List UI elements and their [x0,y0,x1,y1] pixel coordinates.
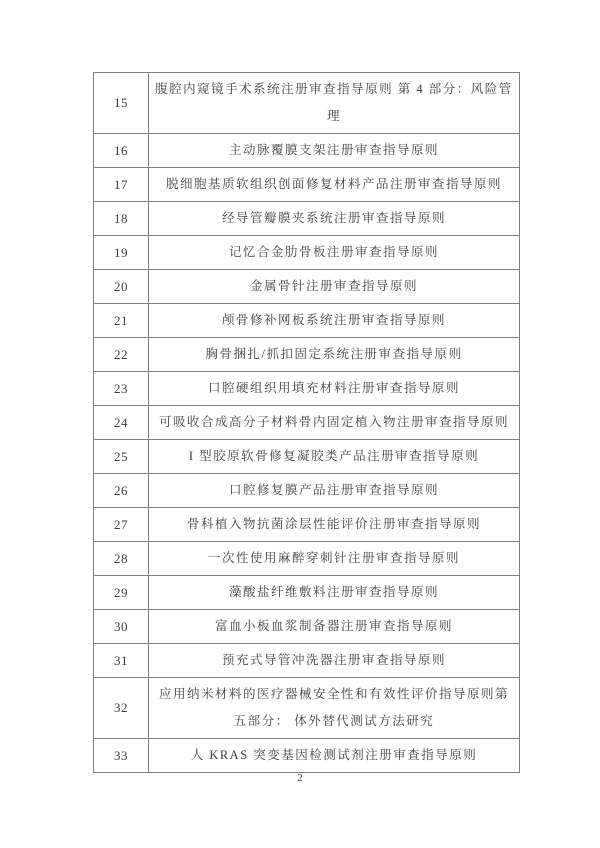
title-line: 记忆合金肋骨板注册审查指导原则 [228,245,439,259]
row-title [149,440,520,474]
title-line: 主动脉覆膜支架注册审查指导原则 [228,143,439,157]
row-number: 30 [94,610,149,644]
title-line: 富血小板血浆制备器注册审查指导原则 [214,619,453,633]
row-title [149,644,520,678]
table-row [94,508,520,542]
title-line: 人 KRAS 突变基因检测试剂注册审查指导原则 [190,748,478,762]
title-line: 骨科植入物抗菌涂层性能评价注册审查指导原则 [186,517,481,531]
row-title [149,338,520,372]
title-line: I 型胶原软骨修复凝胶类产品注册审查指导原则 [188,449,480,463]
row-title [149,576,520,610]
row-title [149,406,520,440]
title-line: 应用纳米材料的医疗器械安全性和有效性评价指导原则第 [158,687,509,701]
row-title [149,678,520,739]
table-row [94,542,520,576]
row-number: 26 [94,474,149,508]
title-line: 预充式导管冲洗器注册审查指导原则 [221,653,446,667]
table-row [94,168,520,202]
row-number: 18 [94,202,149,236]
row-title [149,542,520,576]
row-number: 28 [94,542,149,576]
row-title [149,134,520,168]
table-row [94,678,520,739]
row-number: 20 [94,270,149,304]
row-title [149,372,520,406]
row-title [149,739,520,773]
title-line: 藻酸盐纤维敷料注册审查指导原则 [228,585,439,599]
table-row [94,202,520,236]
title-line: 脱细胞基质软组织创面修复材料产品注册审查指导原则 [165,177,502,191]
table-row [94,576,520,610]
table-row [94,304,520,338]
row-number: 31 [94,644,149,678]
table-row [94,406,520,440]
row-number: 29 [94,576,149,610]
row-title [149,508,520,542]
table-row [94,270,520,304]
title-line: 口腔硬组织用填充材料注册审查指导原则 [207,381,460,395]
row-title [149,73,520,134]
table-row [94,644,520,678]
guidelines-table-body [94,73,520,773]
title-line: 一次性使用麻醉穿刺针注册审查指导原则 [207,551,460,565]
table-row [94,440,520,474]
row-number: 17 [94,168,149,202]
row-title [149,168,520,202]
title-line: 理 [326,109,341,123]
title-line: 五部分： 体外替代测试方法研究 [233,714,435,728]
table-row [94,372,520,406]
title-line: 胸骨捆扎/抓扣固定系统注册审查指导原则 [205,347,463,361]
row-number: 33 [94,739,149,773]
row-title [149,202,520,236]
row-number: 16 [94,134,149,168]
title-line: 金属骨针注册审查指导原则 [249,279,418,293]
table-row [94,73,520,134]
title-line: 腹腔内窥镜手术系统注册审查指导原则 第 4 部分：风险管 [155,82,513,96]
row-number: 15 [94,73,149,134]
table-row [94,474,520,508]
row-number: 27 [94,508,149,542]
row-title [149,610,520,644]
page-number: 2 [297,772,303,784]
guidelines-table [93,72,520,773]
table-row [94,610,520,644]
table-row [94,134,520,168]
title-line: 可吸收合成高分子材料骨内固定植入物注册审查指导原则 [158,415,509,429]
row-number: 25 [94,440,149,474]
row-title [149,474,520,508]
title-line: 颅骨修补网板系统注册审查指导原则 [221,313,446,327]
row-number: 19 [94,236,149,270]
title-line: 经导管瓣膜夹系统注册审查指导原则 [221,211,446,225]
table-row [94,236,520,270]
row-number: 21 [94,304,149,338]
title-line: 口腔修复膜产品注册审查指导原则 [228,483,439,497]
row-title [149,304,520,338]
row-number: 23 [94,372,149,406]
table-row [94,338,520,372]
row-title [149,270,520,304]
table-row [94,739,520,773]
row-number: 32 [94,678,149,739]
row-number: 22 [94,338,149,372]
row-title [149,236,520,270]
row-number: 24 [94,406,149,440]
